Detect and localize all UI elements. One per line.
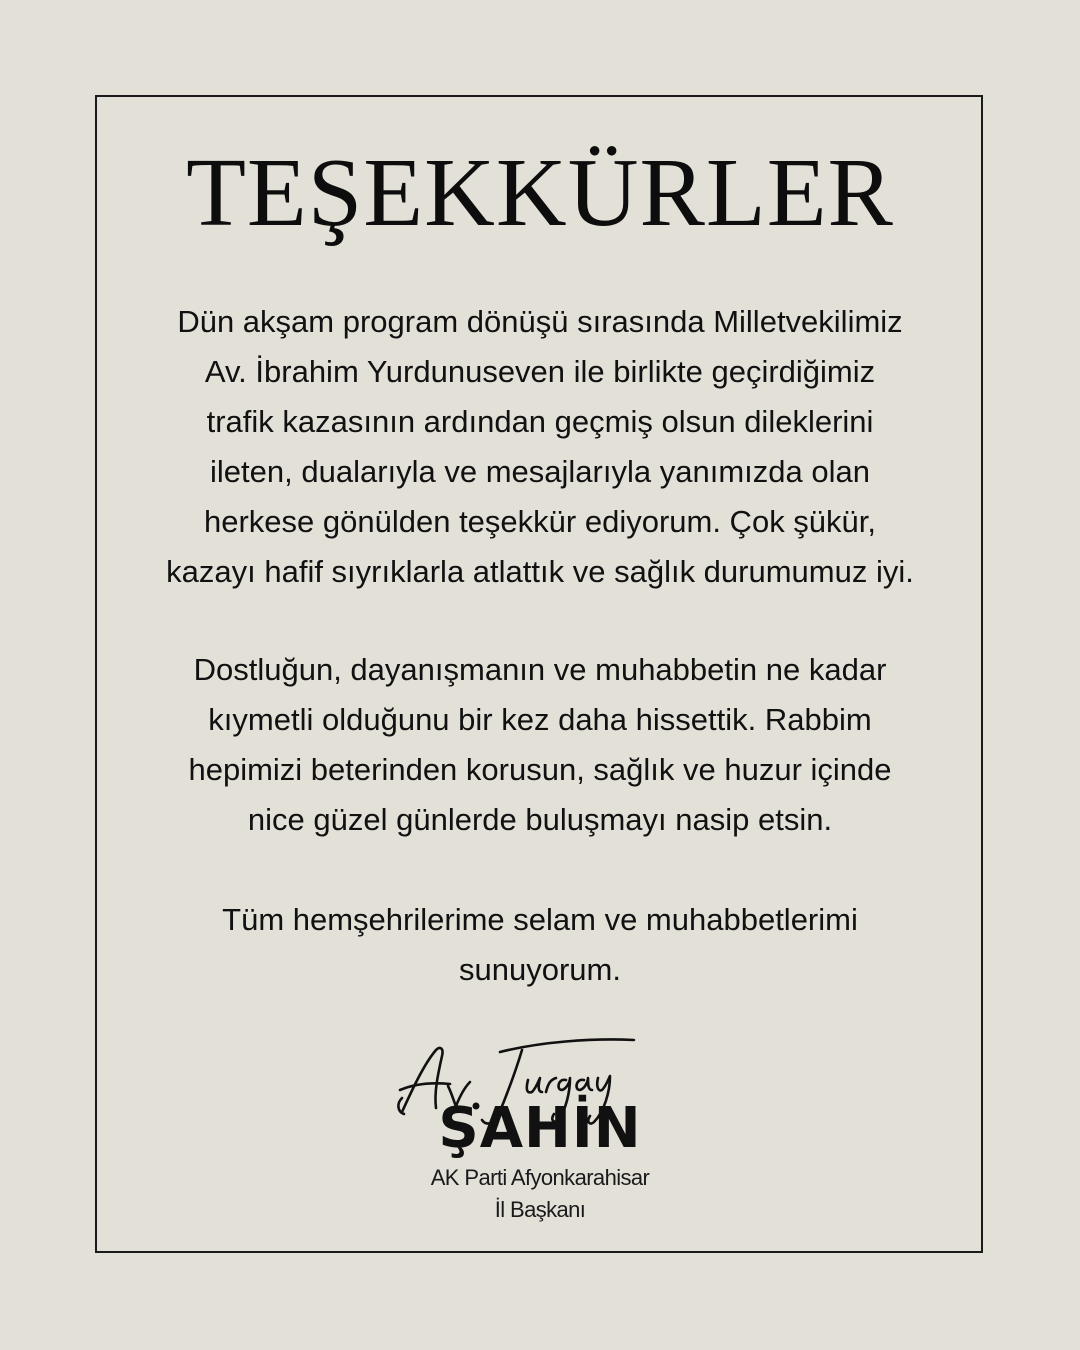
page-title: TEŞEKKÜRLER bbox=[186, 139, 894, 247]
text-line: herkese gönülden teşekkür ediyorum. Çok şükür, bbox=[203, 504, 877, 539]
text-line: nice güzel günlerde buluşmayı nasip etsin. bbox=[247, 802, 833, 837]
text-line: trafik kazasının ardından geçmiş olsun dileklerini bbox=[206, 404, 874, 439]
role-line-1: AK Parti Afyonkarahisar bbox=[430, 1165, 650, 1190]
signature-surname: ŞAHİN bbox=[438, 1096, 642, 1161]
paragraph-thanks bbox=[100, 297, 980, 597]
paragraph-friendship bbox=[100, 645, 980, 845]
text-line: sunuyorum. bbox=[459, 952, 621, 987]
text-line: Dün akşam program dönüşü sırasında Milletvekilimiz bbox=[177, 304, 903, 339]
paragraph-greetings bbox=[100, 895, 980, 995]
text-line: ileten, dualarıyla ve mesajlarıyla yanımızda olan bbox=[210, 454, 870, 489]
role-line-2: İl Başkanı bbox=[494, 1197, 586, 1222]
text-line: Av. İbrahim Yurdunuseven ile birlikte geçirdiğimiz bbox=[204, 354, 876, 389]
text-line: kazayı hafif sıyrıklarla atlattık ve sağlık durumumuz iyi. bbox=[166, 554, 914, 589]
text-line: kıymetli olduğunu bir kez daha hissettik. Rabbim bbox=[208, 702, 872, 737]
text-line: Dostluğun, dayanışmanın ve muhabbetin ne kadar bbox=[193, 652, 887, 687]
text-line: Tüm hemşehrilerime selam ve muhabbetlerimi bbox=[222, 902, 858, 937]
text-line: hepimizi beterinden korusun, sağlık ve huzur içinde bbox=[188, 752, 892, 787]
